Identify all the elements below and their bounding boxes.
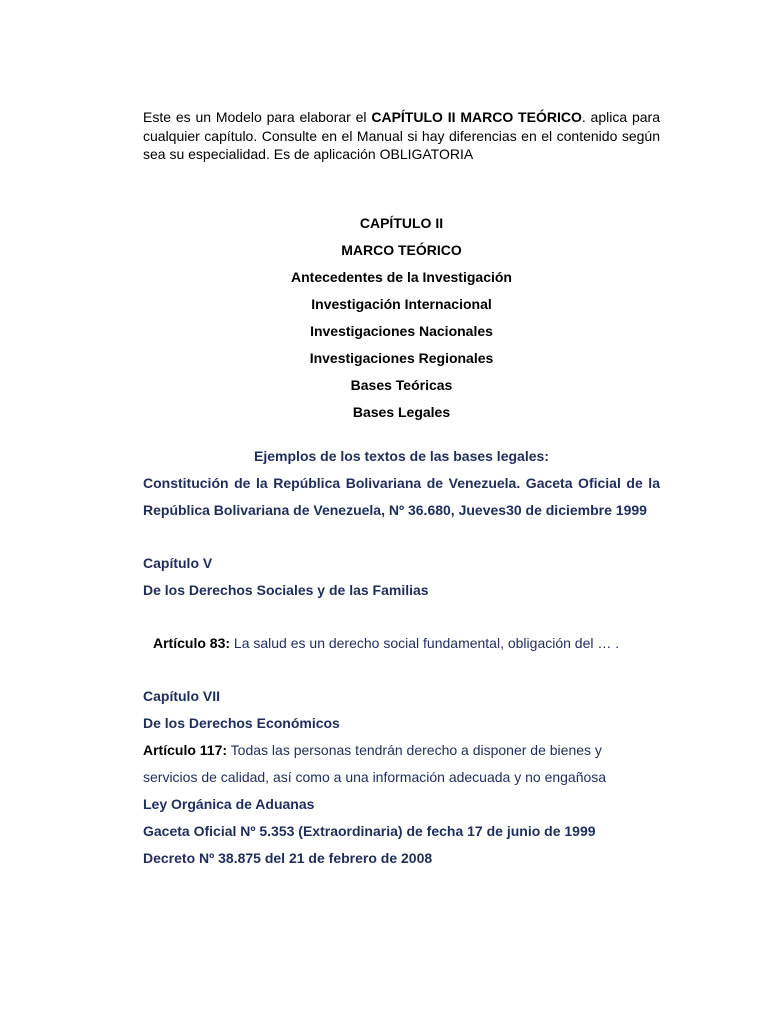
law-title: Ley Orgánica de Aduanas (143, 795, 315, 812)
article-83 (143, 630, 660, 657)
heading-bases-legales: Bases Legales (352, 403, 451, 420)
intro-text-start: Este es un Modelo para elaborar el (143, 109, 372, 125)
heading-nacionales: Investigaciones Nacionales (310, 322, 493, 339)
heading-antecedentes: Antecedentes de la Investigación (291, 268, 512, 285)
article-117 (143, 737, 660, 791)
heading-bases-teoricas: Bases Teóricas (350, 376, 453, 393)
heading-internacional: Investigación Internacional (311, 295, 492, 312)
chapter-title: MARCO TEÓRICO (341, 241, 462, 258)
chapter-v-title: Capítulo V (143, 554, 213, 571)
chapter-vii-title: Capítulo VII (143, 687, 220, 704)
chapter-vii-subtitle: De los Derechos Económicos (143, 714, 340, 731)
law-decreto: Decreto Nº 38.875 del 21 de febrero de 2008 (143, 849, 433, 866)
article-117-label: Artículo 117: (143, 741, 228, 758)
law-gaceta: Gaceta Oficial Nº 5.353 (Extraordinaria) de fecha 17 de junio de 1999 (143, 822, 596, 839)
intro-paragraph (143, 108, 660, 164)
article-83-text: La salud es un derecho social fundamental, obligación del … . (230, 634, 620, 651)
examples-title: Ejemplos de los textos de las bases legales: (254, 447, 549, 464)
chapter-headings (143, 210, 660, 426)
chapter-v-subtitle: De los Derechos Sociales y de las Familias (143, 581, 429, 598)
article-83-label: Artículo 83: (153, 634, 231, 651)
page-content (143, 108, 660, 872)
intro-bold-title: CAPÍTULO II MARCO TEÓRICO (371, 109, 582, 125)
chapter-number: CAPÍTULO II (359, 214, 444, 231)
intro-text-end: . aplica para cualquier capítulo. Consulte en el Manual si hay diferencias en el contenido según sea su especialidad. Es de aplicación OBLIGATORIA (143, 109, 660, 162)
constitution-reference: Constitución de la República Bolivariana de Venezuela. Gaceta Oficial de la República Bolivariana de Venezuela, Nº 36.680, Jueves30 de diciembre 1999 (143, 474, 660, 518)
article-117-text: Todas las personas tendrán derecho a disponer de bienes y servicios de calidad, así como a una información adecuada y no engañosa (143, 741, 607, 785)
heading-regionales: Investigaciones Regionales (309, 349, 494, 366)
